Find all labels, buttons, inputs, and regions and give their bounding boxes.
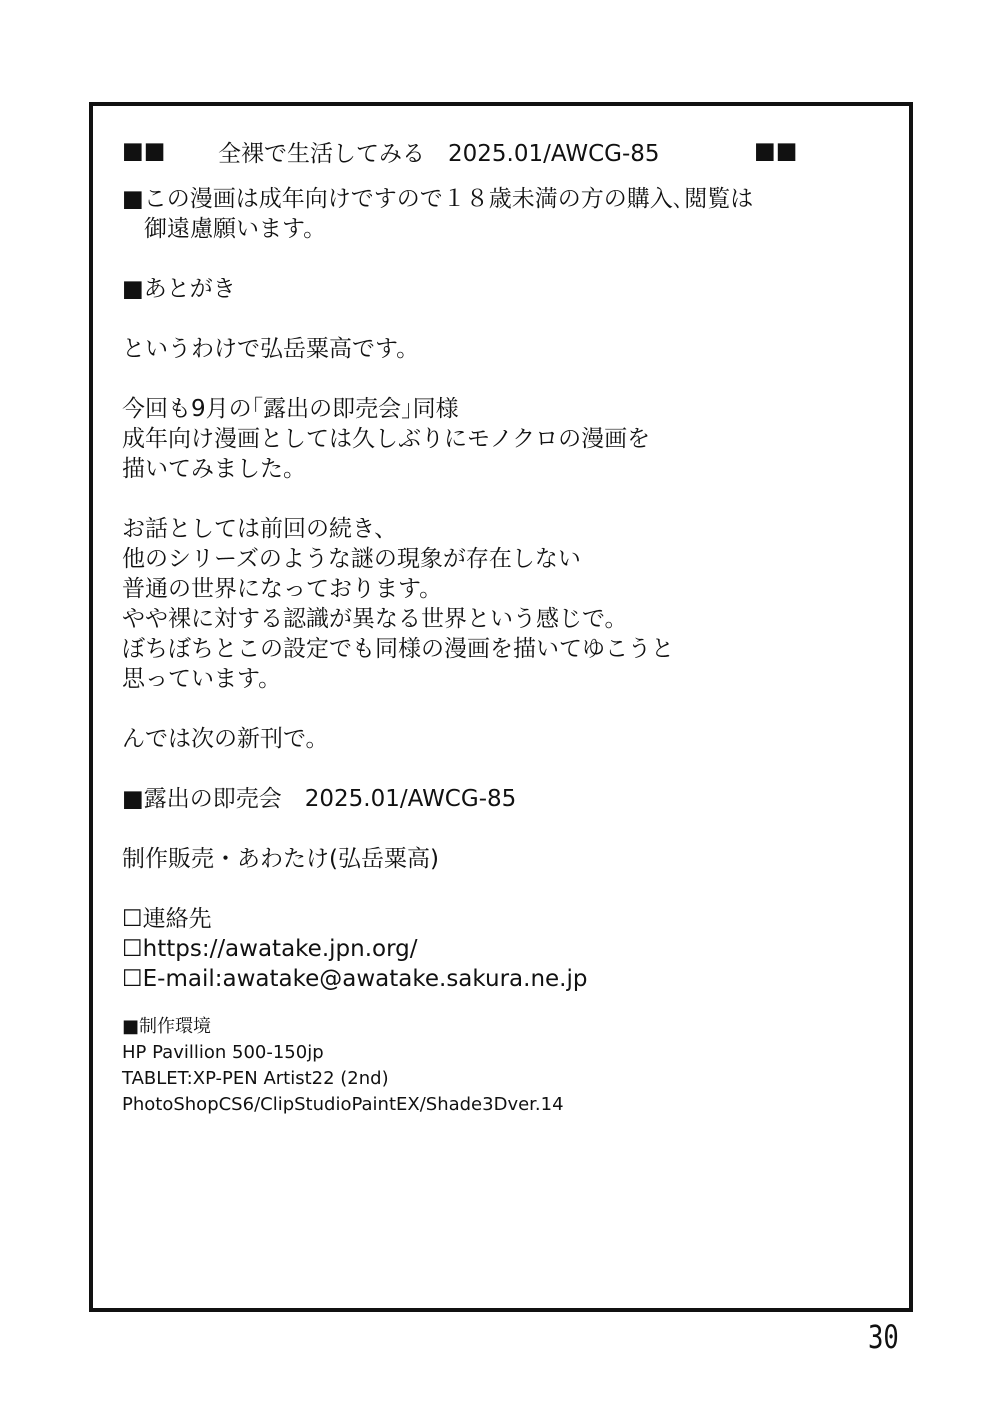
contact-email: ☐E-mail:awatake@awatake.sakura.ne.jp	[122, 966, 588, 992]
age-notice-line-2: 御遠慮願います。	[144, 216, 327, 242]
page-number: 30	[868, 1318, 899, 1356]
environment-line: HP Pavillion 500-150jp	[122, 1042, 324, 1063]
afterword-p3-line: やや裸に対する認識が異なる世界という感じで。	[122, 606, 628, 632]
afterword-heading: ■あとがき	[122, 276, 236, 302]
release-label: ■露出の即売会 2025.01/AWCG-85	[122, 786, 517, 812]
afterword-p3-line: 普通の世界になっております。	[122, 576, 443, 602]
afterword-content	[122, 134, 892, 1118]
text-frame	[89, 102, 913, 1312]
age-notice-line-1: ■この漫画は成年向けですので１８歳未満の方の購入､閲覧は	[122, 186, 754, 212]
book-title: 全裸で生活してみる 2025.01/AWCG-85	[218, 140, 660, 167]
afterword-p2-line: 描いてみました。	[122, 456, 306, 482]
title-row	[122, 134, 892, 168]
contact-heading: ☐連絡先	[122, 906, 212, 932]
title-marks-left: ■■	[122, 138, 166, 164]
afterword-p4-line: んでは次の新刊で。	[122, 726, 329, 752]
afterword-p1-line: というわけで弘岳粟高です。	[122, 336, 420, 362]
afterword-p3-line: 思っています。	[122, 666, 282, 692]
title-marks-right: ■■	[754, 138, 798, 164]
afterword-p2-line: 今回も9月の｢露出の即売会｣同様	[122, 396, 459, 422]
publisher-credit: 制作販売・あわたけ(弘岳粟高)	[122, 846, 439, 872]
afterword-p3-line: ぼちぼちとこの設定でも同様の漫画を描いてゆこうと	[122, 636, 674, 662]
afterword-p3-line: 他のシリーズのような謎の現象が存在しない	[122, 546, 581, 572]
afterword-p3-line: お話としては前回の続き、	[122, 516, 398, 542]
afterword-p2-line: 成年向け漫画としては久しぶりにモノクロの漫画を	[122, 426, 651, 452]
environment-line: PhotoShopCS6/ClipStudioPaintEX/Shade3Dver.14	[122, 1094, 564, 1115]
environment-line: TABLET:XP-PEN Artist22 (2nd)	[122, 1068, 389, 1089]
environment-heading: ■制作環境	[122, 1016, 212, 1037]
contact-url: ☐https://awatake.jpn.org/	[122, 936, 418, 962]
